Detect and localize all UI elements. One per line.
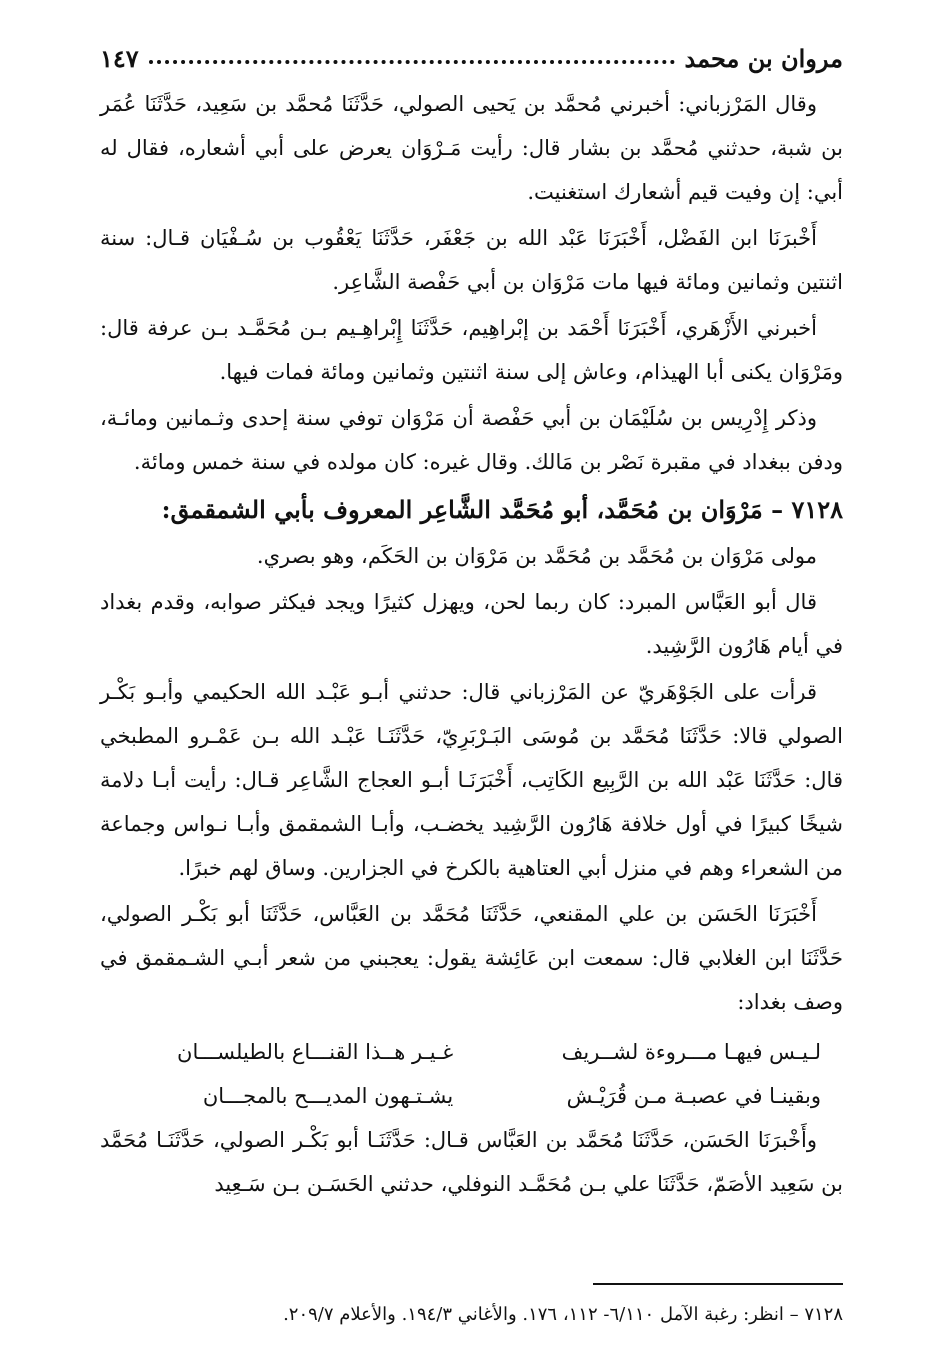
paragraph: وذكر إِدْرِيس بن سُلَيْمَان بن أبي حَفْصة أن مَرْوَان توفي سنة إحدى وثـمانين ومائـة، ودفن ببغداد في مقبرة نَصْر بن مَالك. وقال غيره: كان مولده في سنة خمس ومائة. [100, 406, 843, 474]
paragraph: وقال المَرْزباني: أخبرني مُحمَّد بن يَحيى الصولي، حَدَّثَنَا مُحمَّد بن سَعِيد، حَدَّثَنَا عُمَر بن شبة، حدثني مُحمَّد بن بشار قال: رأيت مَـرْوَان يعرض على أبي أشعاره، فقال له أبي: إن وفيت قيم أشعارك استغنيت. [100, 92, 843, 204]
running-title: مروان بن محمد [684, 43, 843, 73]
entry-heading: ٧١٢٨ – مَرْوَان بن مُحَمَّد، أبو مُحَمَّد الشَّاعِر المعروف بأبي الشمقمق: [161, 495, 843, 524]
verse-first-hemistich: وبقينـا في عصبـة مـن قُرَيْـش [566, 1084, 821, 1108]
running-header [100, 38, 843, 78]
footnote-separator [593, 1283, 843, 1285]
paragraph: أَخْبرَنَا ابن الفَضْل، أَخْبَرَنَا عَبْد الله بن جَعْفَر، حَدَّثَنَا يَعْقُوب بن سُـفْيَان قـال: سنة اثنتين وثمانين ومائة فيها مات مَرْوَان بن أبي حَفْصة الشَّاعِر. [100, 226, 843, 294]
header-leader-dots [149, 60, 675, 64]
verse-second-hemistich: يشـتـهون المديـــح بالمجـــان [202, 1084, 454, 1108]
paragraph: وأَخْبرَنَا الحَسَن، حَدَّثَنَا مُحَمَّد بن العَبَّاس قـال: حَدَّثَنَـا أبو بَكْـر الصولي، حَدَّثَنَـا مُحَمَّد بن سَعِيد الأصَمّ، حَدَّثَنَا علي بـن مُحَمَّـد النوفلي، حدثني الحَسَـن بـن سَـعِيد [100, 1128, 843, 1196]
paragraph: أخبرني الأَزْهَري، أَخْبَرَنَا أَحْمَد بن إبْراهِيم، حَدَّثَنَا إِبْراهِـيم بـن مُحَمَّـد بـن عرفة قال: ومَرْوَان يكنى أبا الهيذام، وعاش إلى سنة اثنتين وثمانين ومائة فمات فيها. [100, 316, 843, 384]
verse-line [100, 1074, 843, 1118]
verse-line [100, 1030, 843, 1074]
paragraph: مولى مَرْوَان بن مُحَمَّد بن مُحَمَّد بن مَرْوَان بن الحَكَم، وهو بصري. [256, 544, 817, 568]
verse-first-hemistich: لـيـس فيهـا مـــروءة لشــريف [561, 1040, 821, 1064]
verse-second-hemistich: غـيـر هــذا القنـــاع بالطيلســـان [177, 1040, 454, 1064]
paragraph: قال أبو العَبَّاس المبرد: كان ربما لحن، ويهزل كثيرًا ويجد فيكثر صوابه، وقدم بغداد في أيام هَارُون الرَّشِيد. [100, 590, 843, 658]
paragraph: قرأت على الجَوْهَريّ عن المَرْزباني قال: حدثني أبـو عَبْـد الله الحكيمي وأبـو بَكْـر الصولي قالا: حَدَّثَنَا مُحَمَّد بن مُوسَى البَـرْبَرِيّ، حَدَّثَنَـا عَبْـد الله بـن عَمْـرو المطبخي قال: حَدَّثَنَا عَبْد الله بن الرَّبِيع الكَاتِب، أَخْبَرَنَـا أبـو العجاج الشَّاعِر قـال: رأيت أبـا دلامة شيخًا كبيرًا في أول خلافة هَارُون الرَّشِيد يخضـب، وأبـا الشمقمق وأبـا نـواس وجماعة من الشعراء وهم في منزل أبي العتاهية بالكرخ في الجزارين. وساق لهم خبرًا. [100, 680, 843, 880]
page-body [100, 82, 843, 1208]
page-number: ١٤٧ [100, 43, 139, 73]
paragraph: أَخْبَرَنَا الحَسَن بن علي المقنعي، حَدَّثَنَا مُحَمَّد بن العَبَّاس، حَدَّثَنَا أبو بَكْـر الصولي، حَدَّثَنَا ابن الغلابي قال: سمعت ابن عَائِشة يقول: يعجبني من شعر أبـي الشـمقمق في وصف بغداد: [100, 902, 843, 1014]
poem [100, 1030, 843, 1118]
footnote: ٧١٢٨ – انظر: رغبة الآمل ٦/١١٠- ١١٢، ١٧٦. والأغاني ١٩٤/٣. والأعلام ٢٠٩/٧. [283, 1304, 843, 1325]
